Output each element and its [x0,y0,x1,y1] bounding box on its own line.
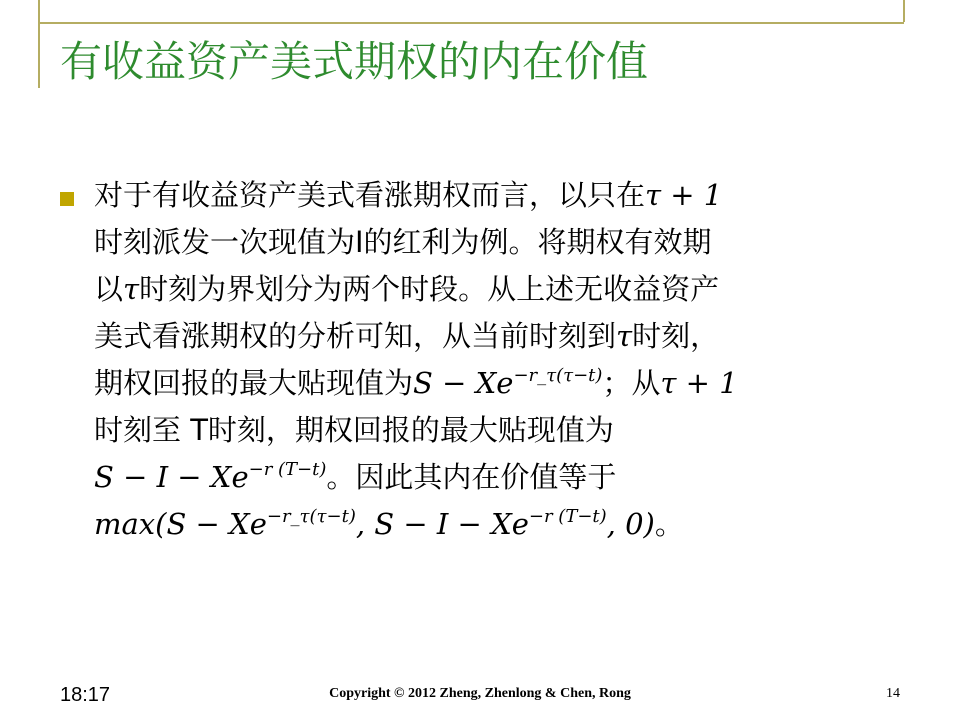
slide-title: 有收益资产美式期权的内在价值 [60,37,649,86]
body-line-7 [94,454,894,501]
bullet-square-icon [60,192,74,206]
body-text: 。 [654,507,684,541]
math-base: , S − I − Xe [355,507,529,541]
body-text: 。因此其内在价值等于 [326,460,617,494]
body-line-2 [94,219,894,266]
body-line-6 [94,407,894,454]
body-text: 期权回报的最大贴现值为 [94,366,414,400]
frame-left-line [38,0,40,88]
math-base: max(S − Xe [94,507,267,541]
math-exponent: −r_τ(τ−t) [513,365,603,386]
body-text: 时刻至 T时刻，期权回报的最大贴现值为 [94,413,614,447]
math-exponent: −r_τ(τ−t) [266,506,356,527]
math-expression: τ [123,272,140,306]
math-expression [413,366,602,400]
math-expression [94,507,655,541]
body-text: 时刻， [632,319,720,353]
math-exponent: −r (T−t) [248,459,327,480]
math-expression: τ + 1 [645,178,723,212]
footer-copyright: Copyright © 2012 Zheng, Zhenlong & Chen, Rong [329,686,631,701]
frame-top-line [38,22,904,24]
math-expression [94,460,326,494]
body-text: 时刻派发一次现值为I的红利为例。将期权有效期 [94,225,712,259]
footer-time: 18:17 [60,684,111,706]
body-line-8 [94,501,894,548]
bullet-paragraph [94,172,894,548]
math-base: S − Xe [413,366,514,400]
body-line-4 [94,313,894,360]
math-expression: τ [616,319,633,353]
body-text: 以 [94,272,124,306]
body-text: 时刻为界划分为两个时段。从上述无收益资产 [139,272,720,306]
body-line-5 [94,360,894,407]
body-line-3 [94,266,894,313]
body-text: 对于有收益资产美式看涨期权而言，以只在 [94,178,646,212]
math-exponent: −r (T−t) [528,506,607,527]
math-expression: τ + 1 [660,366,738,400]
math-base: S − I − Xe [94,460,249,494]
page-number: 14 [886,686,900,701]
math-base: , 0) [606,507,655,541]
body-text: 美式看涨期权的分析可知，从当前时刻到 [94,319,617,353]
frame-right-line [903,0,905,22]
body-line-1 [94,172,894,219]
body-text: ；从 [602,366,661,400]
